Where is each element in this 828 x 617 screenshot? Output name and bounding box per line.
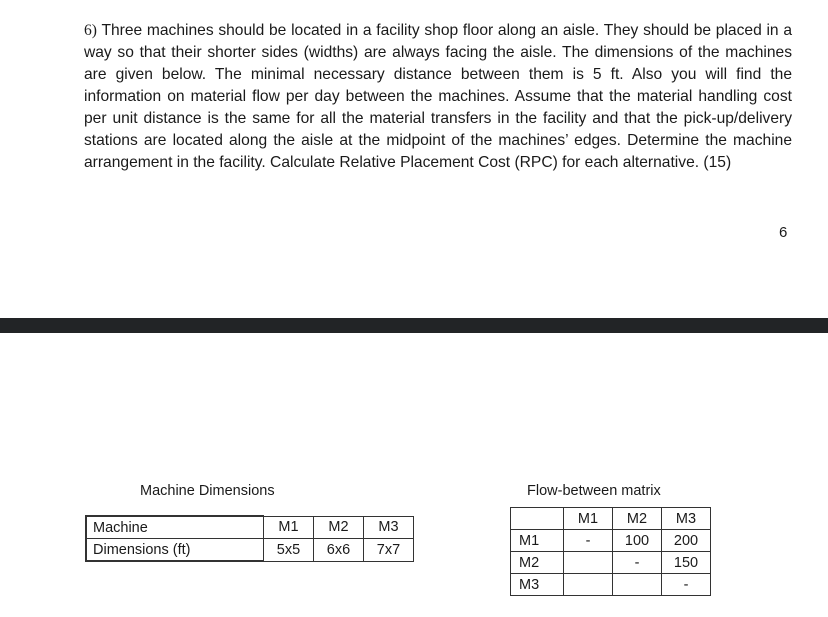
table-cell: 100: [613, 530, 662, 552]
table-corner-cell: [511, 508, 564, 530]
table-row: [86, 516, 414, 539]
table-cell: [564, 552, 613, 574]
table-row: [86, 539, 414, 562]
table-header-row: [511, 508, 711, 530]
flow-matrix-caption: Flow-between matrix: [527, 483, 661, 499]
table-cell: M1: [264, 516, 314, 539]
table-row: [511, 530, 711, 552]
table-cell: M3: [364, 516, 414, 539]
table-row-label: M1: [511, 530, 564, 552]
table-cell: 7x7: [364, 539, 414, 562]
table-row: [511, 574, 711, 596]
question-number: 6): [84, 22, 97, 39]
table-column-header: M1: [564, 508, 613, 530]
table-cell: -: [662, 574, 711, 596]
table-column-header: M2: [613, 508, 662, 530]
question-text-block: [84, 20, 792, 174]
table-cell: 200: [662, 530, 711, 552]
machine-dimensions-table: [85, 515, 414, 562]
table-cell: [564, 574, 613, 596]
table-row-label: M3: [511, 574, 564, 596]
table-cell: -: [613, 552, 662, 574]
table-cell: M2: [314, 516, 364, 539]
table-row-label: M2: [511, 552, 564, 574]
table-row-label: Dimensions (ft): [86, 539, 264, 562]
question-body: Three machines should be located in a facility shop floor along an aisle. They should be placed in a way so that their shorter sides (widths) are always facing the aisle. The dimensions of the machines are given below. The minimal necessary distance between them is 5 ft. Also you will find the information on material flow per day between the machines. Assume that the material handling cost per unit distance is the same for all the material transfers in the facility and that the pick-up/delivery stations are located along the aisle at the midpoint of the machines’ edges. Determine the machine arrangement in the facility. Calculate Relative Placement Cost (RPC) for each alternative. (15): [84, 22, 792, 171]
flow-between-matrix-table: [510, 507, 711, 596]
machine-dimensions-caption: Machine Dimensions: [140, 483, 275, 499]
table-column-header: M3: [662, 508, 711, 530]
table-cell: 6x6: [314, 539, 364, 562]
page-break-divider: [0, 318, 828, 333]
table-row-label: Machine: [86, 516, 264, 539]
table-row: [511, 552, 711, 574]
table-cell: -: [564, 530, 613, 552]
page-number: 6: [779, 224, 788, 241]
table-cell: 150: [662, 552, 711, 574]
table-cell: 5x5: [264, 539, 314, 562]
table-cell: [613, 574, 662, 596]
